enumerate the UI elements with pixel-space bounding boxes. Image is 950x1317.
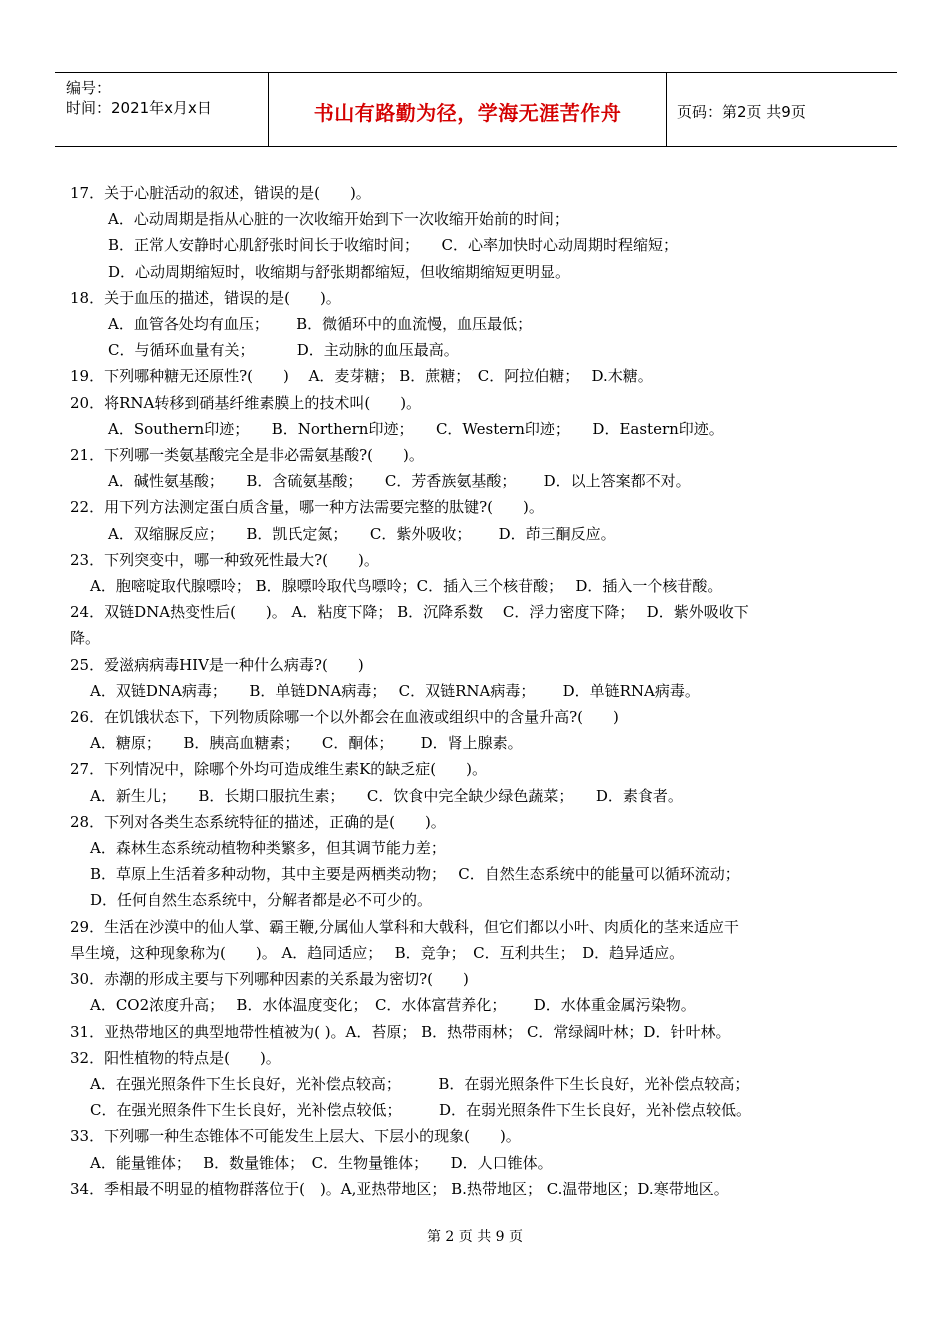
header-left-cell [55, 73, 269, 146]
question-line: A．双链DNA病毒； B．单链DNA病毒； C．双链RNA病毒； D．单链RNA病毒。 [90, 681, 700, 700]
question-line: 24．双链DNA热变性后( )。 A．粘度下降； B．沉降系数 C．浮力密度下降； D．紫外吸收下 [70, 603, 749, 622]
question-line: A．新生儿； B．长期口服抗生素； C．饮食中完全缺少绿色蔬菜； D．素食者。 [90, 786, 683, 805]
question-line: 32．阳性植物的特点是( )。 [70, 1048, 281, 1067]
question-line: 31．亚热带地区的典型地带性植被为( )。A．苔原； B．热带雨林； C．常绿阔叶林；D．针叶林。 [70, 1022, 731, 1041]
question-line: A．在强光照条件下生长良好，光补偿点较高； B．在弱光照条件下生长良好，光补偿点较高； [90, 1074, 750, 1093]
code-label: 编号： [66, 79, 112, 97]
question-line: 19．下列哪种糖无还原性?( ) A．麦芽糖； B．蔗糖； C．阿拉伯糖； D.木糖。 [70, 367, 653, 386]
question-line: A．森林生态系统动植物种类繁多，但其调节能力差； [90, 839, 446, 858]
question-line: 18．关于血压的描述，错误的是( )。 [70, 288, 341, 307]
question-line: D．心动周期缩短时，收缩期与舒张期都缩短，但收缩期缩短更明显。 [108, 262, 571, 281]
question-line: A．糖原； B．胰高血糖素； C．酮体； D．肾上腺素。 [90, 734, 523, 753]
question-line: B．草原上生活着多种动物，其中主要是两栖类动物； C．自然生态系统中的能量可以循环流动； [90, 865, 740, 884]
question-line: 26．在饥饿状态下，下列物质除哪一个以外都会在血液或组织中的含量升高?( ) [70, 708, 619, 727]
question-list [70, 180, 880, 1202]
page-footer: 第 2 页 共 9 页 [426, 1229, 524, 1245]
question-line: 28．下列对各类生态系统特征的描述，正确的是( )。 [70, 812, 446, 831]
question-line: 25．爱滋病病毒HIV是一种什么病毒?( ) [70, 655, 364, 674]
header-right-cell [667, 73, 897, 146]
question-line: 22．用下列方法测定蛋白质含量，哪一种方法需要完整的肽键?( )。 [70, 498, 544, 517]
time-label: 时间：2021年x月x日 [66, 99, 212, 117]
header-motto-cell [269, 73, 667, 146]
question-line: 降。 [70, 629, 101, 648]
question-line: C．在强光照条件下生长良好，光补偿点较低； D．在弱光照条件下生长良好，光补偿点较低。 [90, 1101, 752, 1120]
question-line: 20．将RNA转移到硝基纤维素膜上的技术叫( )。 [70, 393, 422, 412]
question-line: A．Southern印迹； B．Northern印迹； C．Western印迹； D．Eastern印迹。 [108, 419, 724, 438]
question-line: A．心动周期是指从心脏的一次收缩开始到下一次收缩开始前的时间； [108, 210, 569, 229]
question-line: 旱生境，这种现象称为( )。 A．趋同适应； B．竞争； C．互利共生； D．趋异适应。 [70, 943, 685, 962]
question-line: 30．赤潮的形成主要与下列哪种因素的关系最为密切?( ) [70, 970, 469, 989]
question-line: 23．下列突变中，哪一种致死性最大?( )。 [70, 550, 379, 569]
question-line: 29．生活在沙漠中的仙人掌、霸王鞭,分属仙人掌科和大戟科，但它们都以小叶、肉质化的茎来适应干 [70, 917, 739, 936]
question-line: 27．下列情况中，除哪个外均可造成维生素K的缺乏症( )。 [70, 760, 487, 779]
question-line: A．能量锥体； B．数量锥体； C．生物量锥体； D．人口锥体。 [90, 1153, 553, 1172]
question-line: A．CO2浓度升高； B．水体温度变化； C．水体富营养化； D．水体重金属污染物。 [90, 996, 696, 1015]
question-line: 33．下列哪一种生态锥体不可能发生上层大、下层小的现象( )。 [70, 1127, 521, 1146]
question-line: A．血管各处均有血压； B．微循环中的血流慢，血压最低； [108, 315, 533, 334]
page-code: 页码：第2页 共9页 [677, 103, 806, 121]
question-line: A．双缩脲反应； B．凯氏定氮； C．紫外吸收； D．茚三酮反应。 [108, 524, 616, 543]
question-line: A．胞嘧啶取代腺嘌呤； B．腺嘌呤取代鸟嘌呤；C．插入三个核苷酸； D．插入一个核苷酸。 [90, 577, 723, 596]
question-line: 34．季相最不明显的植物群落位于( )。A,亚热带地区； B.热带地区； C.温带地区；D.寒带地区。 [70, 1179, 729, 1198]
question-line: D．任何自然生态系统中，分解者都是必不可少的。 [90, 891, 433, 910]
question-line: B．正常人安静时心肌舒张时间长于收缩时间； C．心率加快时心动周期时程缩短； [108, 236, 679, 255]
page-header [55, 72, 897, 147]
question-line: C．与循环血量有关； D．主动脉的血压最高。 [108, 341, 459, 360]
motto: 书山有路勤为径，学海无涯苦作舟 [313, 101, 622, 125]
question-line: A．碱性氨基酸； B．含硫氨基酸； C．芳香族氨基酸； D．以上答案都不对。 [108, 472, 691, 491]
question-line: 21．下列哪一类氨基酸完全是非必需氨基酸?( )。 [70, 446, 424, 465]
question-line: 17．关于心脏活动的叙述，错误的是( )。 [70, 184, 371, 202]
